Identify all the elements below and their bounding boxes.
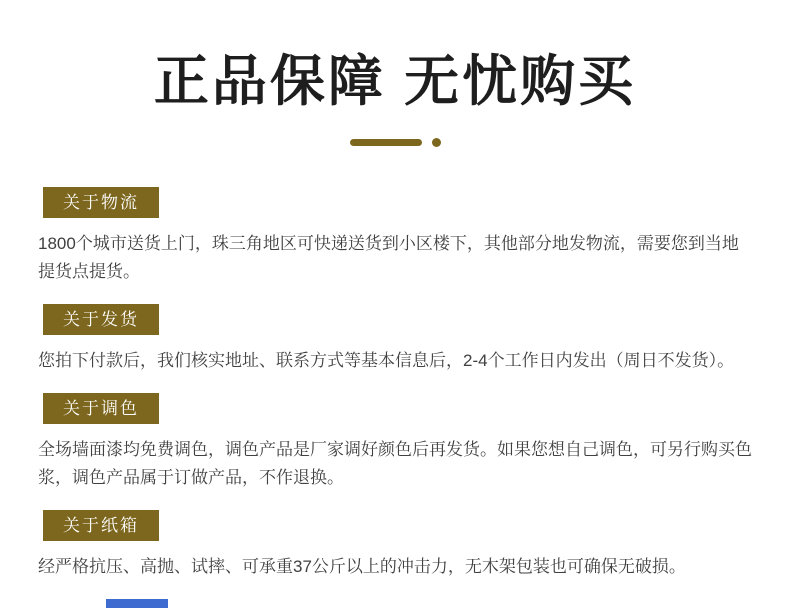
section-tinting [38, 393, 752, 492]
section-logistics [38, 187, 752, 286]
section-text-tinting: 全场墙面漆均免费调色，调色产品是厂家调好颜色后再发货。如果您想自己调色，可另行购买色浆，调色产品属于订做产品，不作退换。 [38, 440, 752, 488]
page-title: 正品保障 无忧购买 [153, 50, 637, 112]
section-text-logistics: 1800个城市送货上门，珠三角地区可快递送货到小区楼下，其他部分地发物流，需要您到当地提货点提货。 [38, 234, 739, 282]
divider-dot-icon [432, 138, 441, 147]
section-label-shipping: 关于发货 [43, 304, 159, 335]
section-text-shipping: 您拍下付款后，我们核实地址、联系方式等基本信息后，2-4个工作日内发出（周日不发货）。 [38, 351, 735, 371]
cropped-blue-fragment [106, 599, 168, 608]
section-label-logistics: 关于物流 [43, 187, 159, 218]
section-carton [38, 510, 752, 581]
divider-line-icon [350, 139, 422, 146]
info-sections [0, 187, 790, 581]
section-text-carton: 经严格抗压、高抛、试摔、可承重37公斤以上的冲击力，无木架包装也可确保无破损。 [38, 557, 686, 577]
section-label-carton: 关于纸箱 [43, 510, 159, 541]
section-shipping [38, 304, 752, 375]
title-divider [0, 138, 790, 147]
section-label-tinting: 关于调色 [43, 393, 159, 424]
